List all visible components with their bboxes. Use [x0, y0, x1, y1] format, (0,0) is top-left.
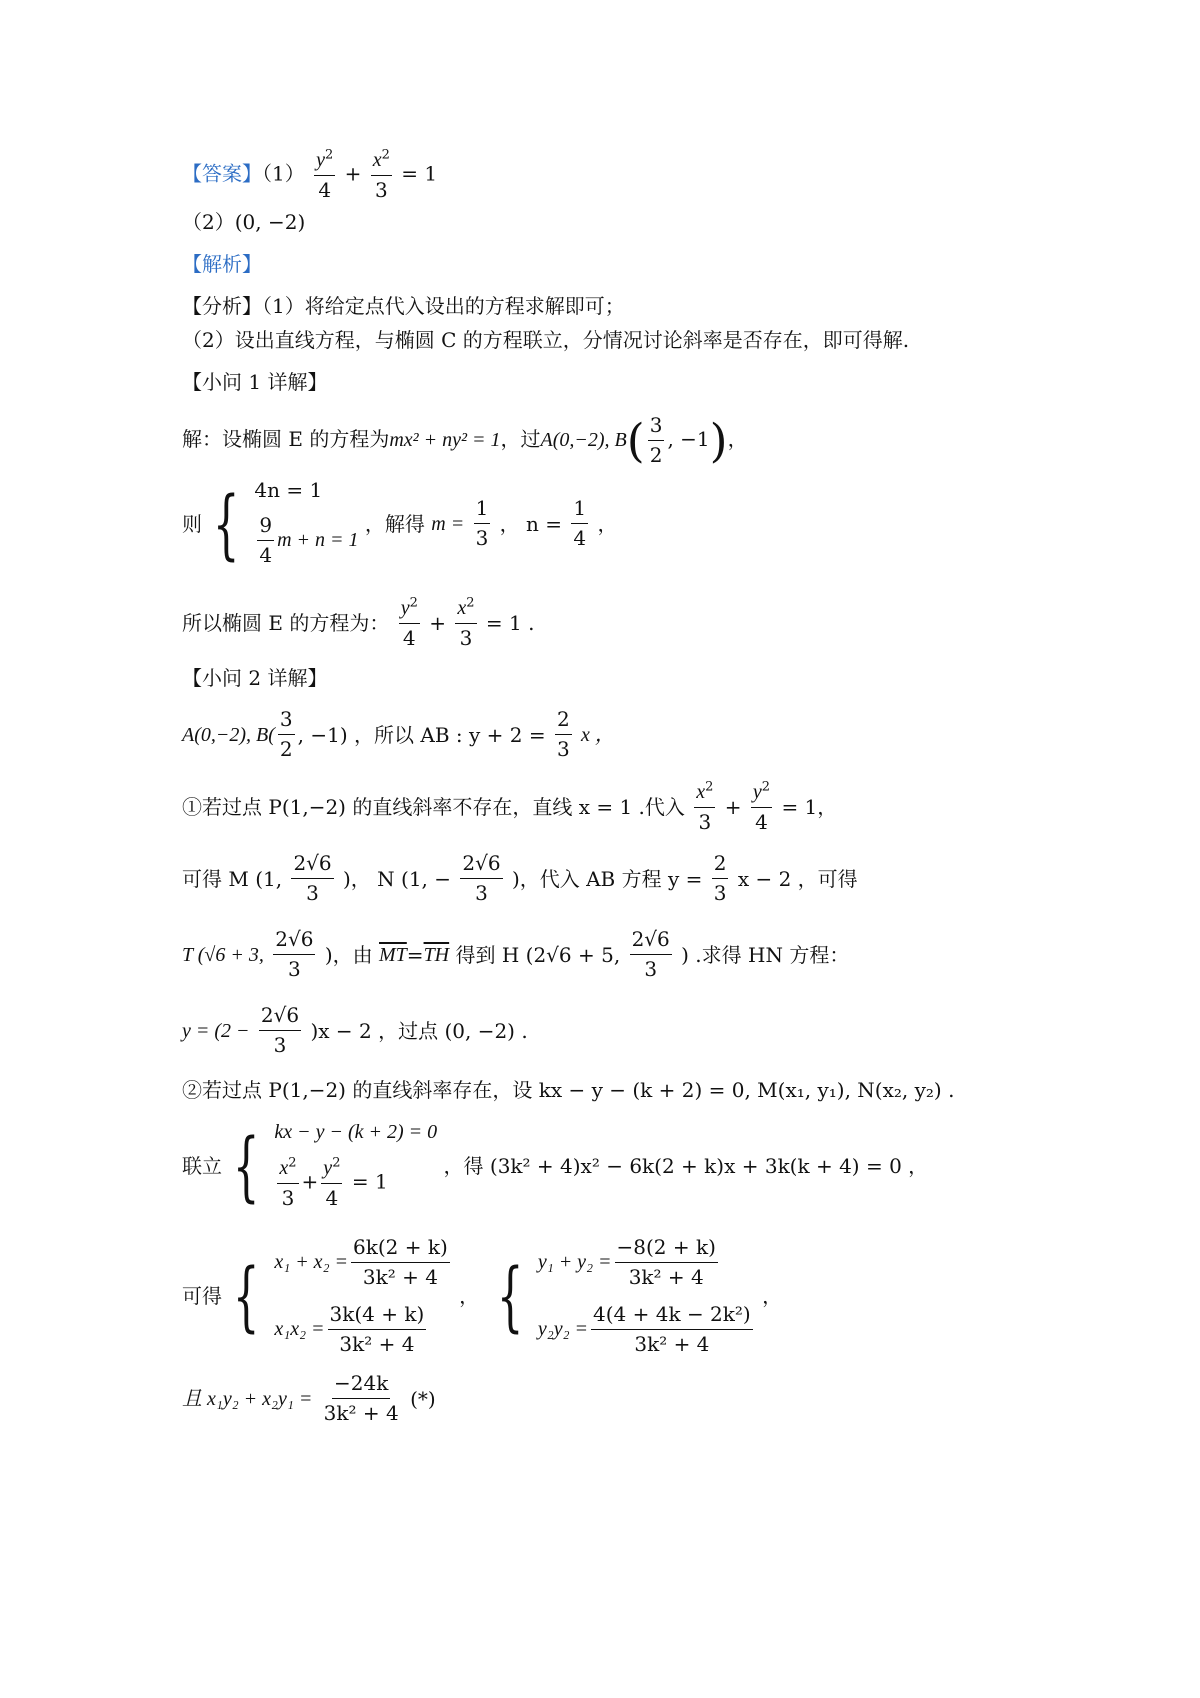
- q2-case1-line-4: y = (2 − $\frac{2√6}{3}$ )x − 2 ，过点 (0, −2) .: [182, 1003, 528, 1057]
- q2-case2-vieta: 可得 { x₁ + x₂ = $\frac{6k(2 + k)}{\text{3k² + 4}}$ x₁x₂ = $\frac{3k(4 + k)}{\text{3k² + 4}}$ ， { y₁ + y₂ = $\frac{-8(2 + k)}{\text{3k² + 4}}$ y₂y₂ = $\frac{\text{4(4 + 4k − 2k²)}}{\text{3k² + 4}}$ ，: [182, 1235, 783, 1356]
- q1-line-1: 解：设椭圆 E 的方程为mx² + ny² = 1，过A(0,−2), B( $\frac{3}{2}$ , −1)，: [182, 413, 748, 468]
- q2-line-1: A(0,−2), B( $\frac{3}{2}$ , −1) ，所以 AB : y + 2 = $\frac{2}{3}$ x ，: [182, 707, 615, 761]
- q2-case1-line-3: T (√6 + 3, $\frac{2√6}{3}$ )，由 $\overline{MT}=\overline{TH}$ 得到 H (2√6 + 5, $\frac{2√6}{3}$ ) .求得 HN 方程：: [182, 927, 850, 981]
- answer-part2: （2）(0, −2): [182, 210, 306, 234]
- q2-case1-line-2: 可得 M (1, $\frac{2√6}{3}$ )， N (1, − $\frac{2√6}{3}$ )，代入 AB 方程 y = $\frac{2}{3}$ x − 2 ，可得: [182, 851, 858, 905]
- analysis-line-1: 【分析】（1）将给定点代入设出的方程求解即可；: [182, 294, 625, 318]
- q2-title: 【小问 2 详解】: [182, 666, 328, 690]
- q2-case2-system: 联立 { kx − y − (k + 2) = 0 $\frac{x^2}{3}$ + $\frac{y^2}{4}$ = 1 ，得 (3k² + 4)x² − 6k(2 + k)x + 3k(k + 4) = 0 ，: [182, 1121, 929, 1210]
- q1-system: 则 { 4n = 1 $\frac{9}{4}$ m + n = 1 ，解得 m = $\frac{1}{3}$ ， n = $\frac{1}{4}$ ，: [182, 478, 618, 568]
- q2-case2-final: 且 x₁y₂ + x₂y₁ = $\frac{-24k}{\text{3k² + 4}}$ (*): [182, 1371, 436, 1425]
- q1-title: 【小问 1 详解】: [182, 370, 328, 394]
- answer-label: 【答案】: [182, 161, 262, 186]
- fraction: $\frac{x^2}{3}$: [372, 147, 390, 202]
- fraction: $\frac{y^2}{4}$: [316, 147, 334, 202]
- q1-conclusion: 所以椭圆 E 的方程为： $\frac{y^2}{4}$ + $\frac{x^2}{3}$ = 1 .: [182, 595, 535, 650]
- q2-case1-line-1: ①若过点 P(1,−2) 的直线斜率不存在，直线 x = 1 .代入 $\frac{x^2}{3}$ + $\frac{y^2}{4}$ = 1，: [182, 779, 838, 834]
- analysis-heading: 【解析】: [182, 252, 262, 276]
- q2-case2-line-1: ②若过点 P(1,−2) 的直线斜率存在，设 kx − y − (k + 2) = 0, M(x₁, y₁), N(x₂, y₂) .: [182, 1078, 955, 1102]
- analysis-line-2: （2）设出直线方程，与椭圆 C 的方程联立，分情况讨论斜率是否存在，即可得解.: [182, 328, 910, 352]
- answer-line: 【答案】（1） $\frac{y^2}{4}$ + $\frac{x^2}{3}$ = 1: [182, 147, 438, 202]
